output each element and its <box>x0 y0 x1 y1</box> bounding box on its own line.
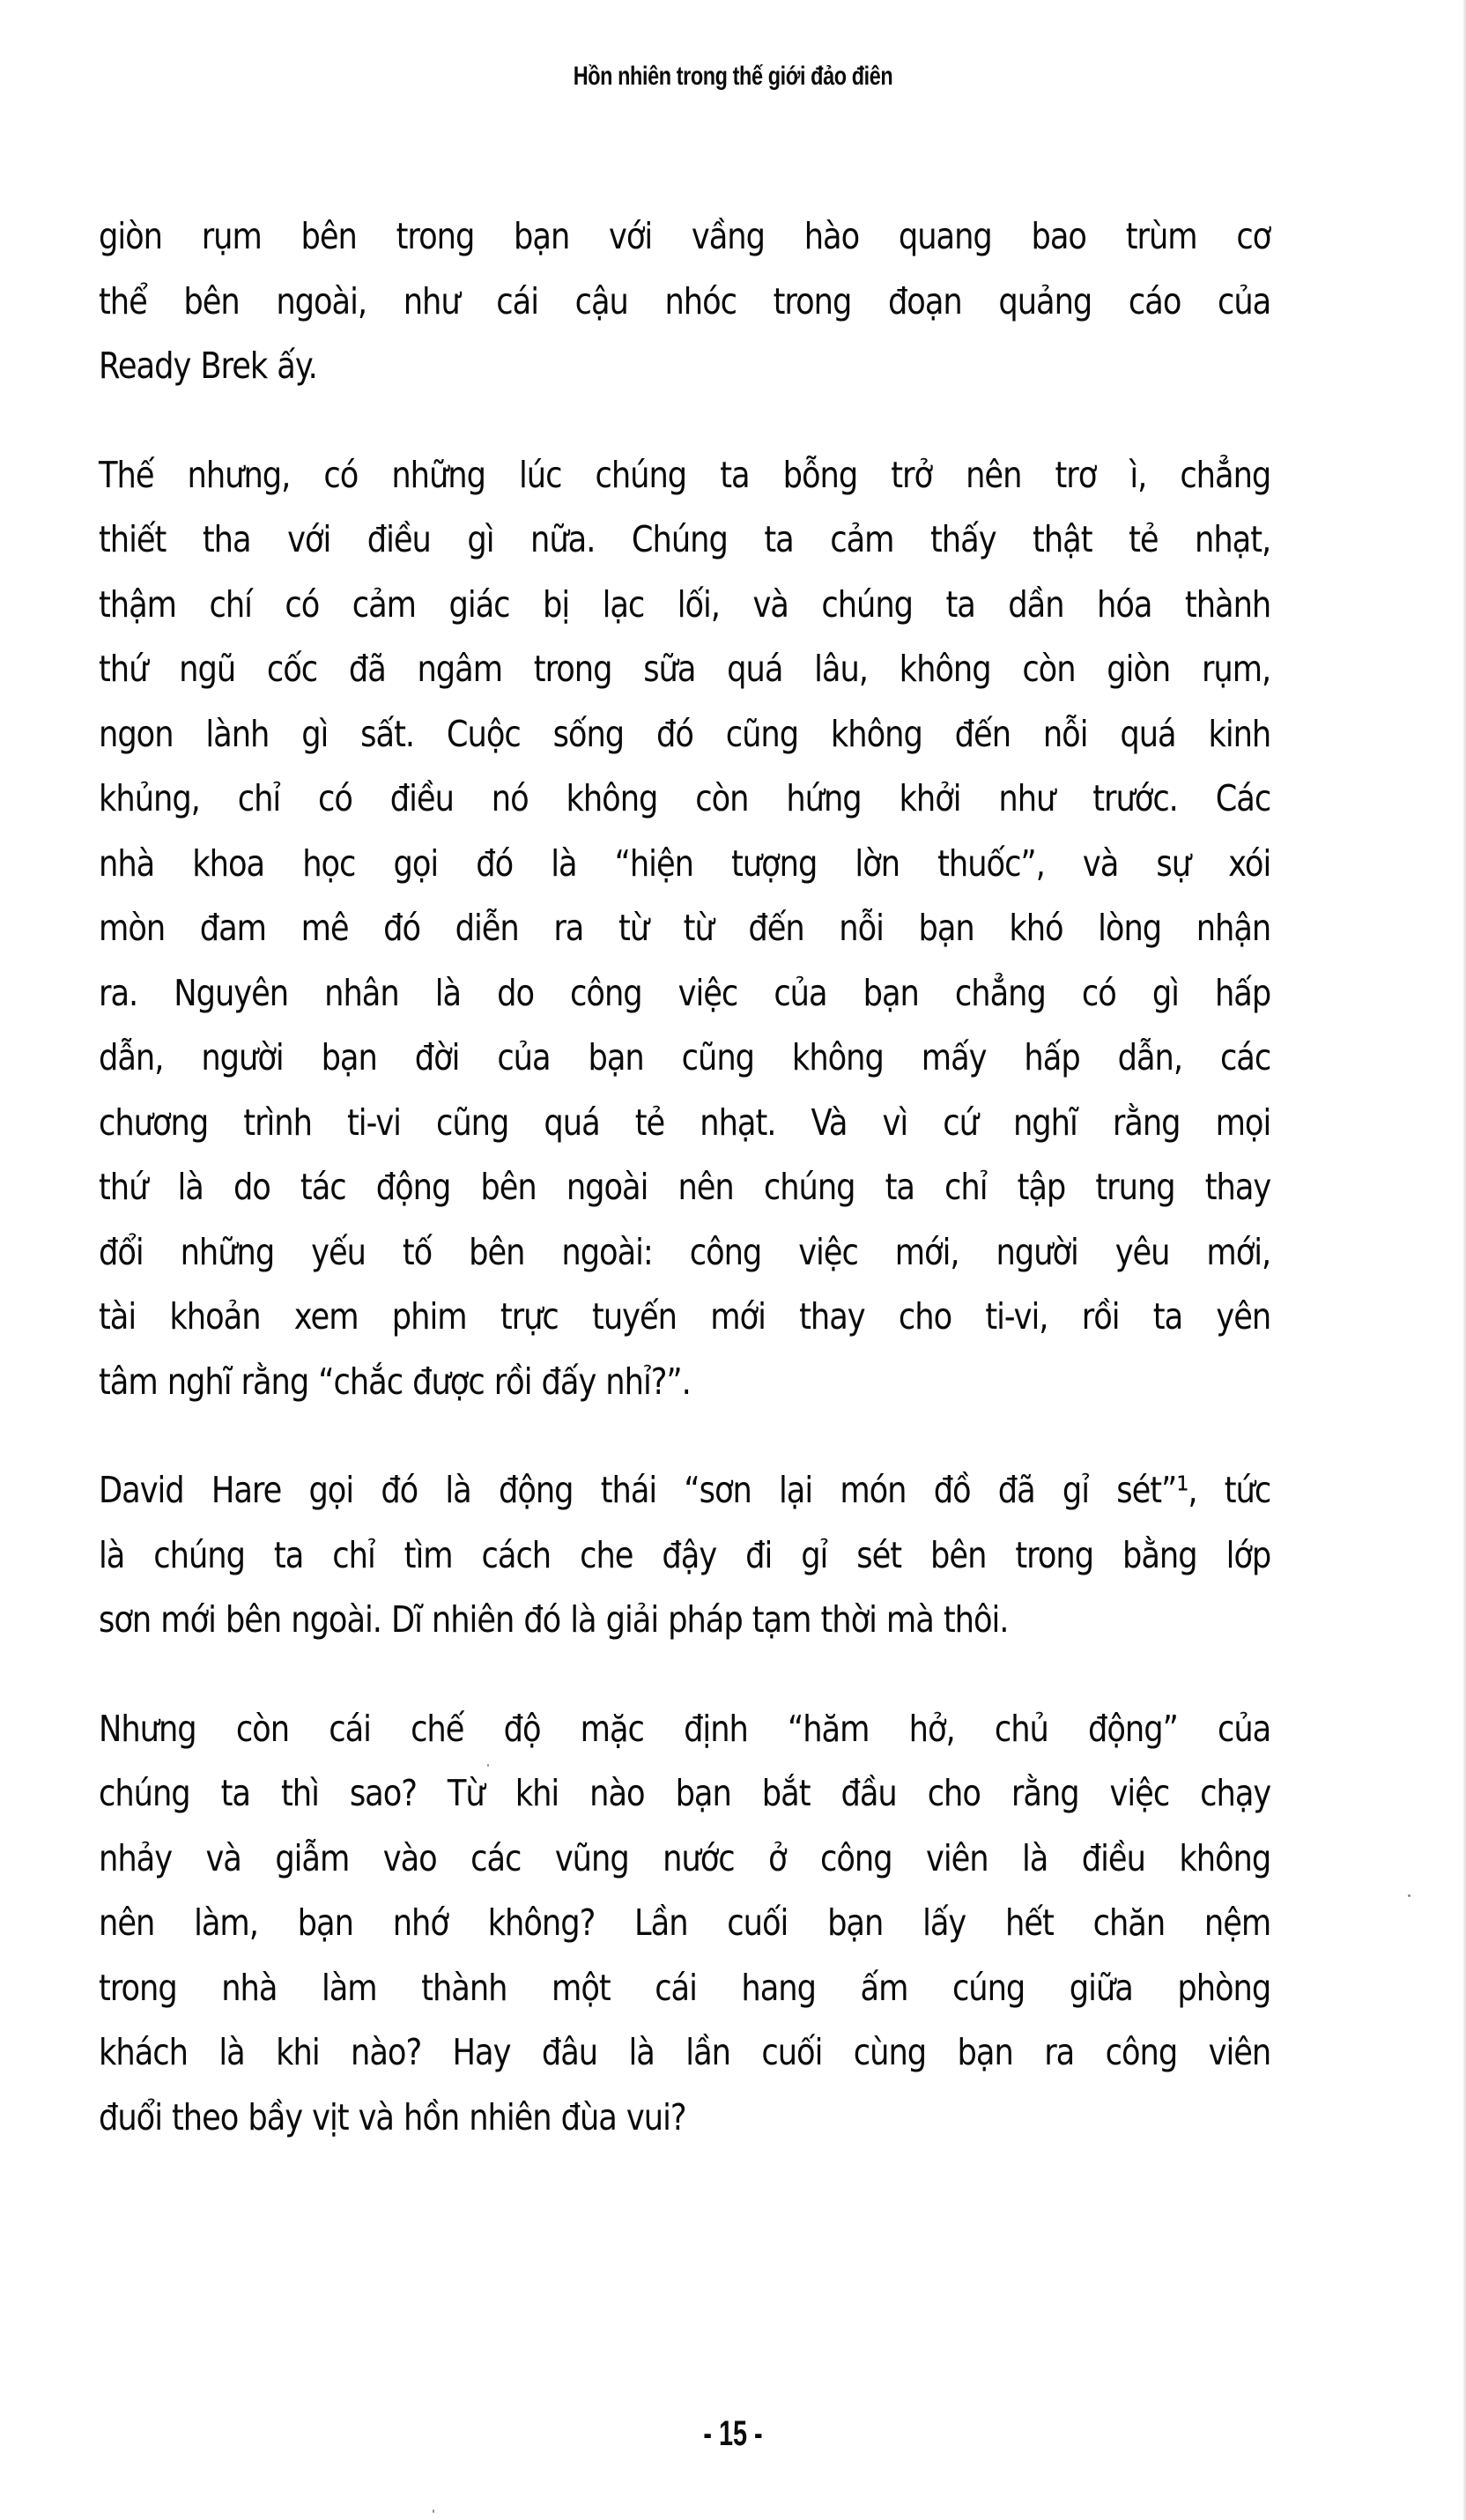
text-line: đổi những yếu tố bên ngoài: công việc mới, người yêu mới, <box>99 1230 1271 1273</box>
text-line: thể bên ngoài, như cái cậu nhóc trong đoạn quảng cáo của <box>99 279 1271 322</box>
text-line: chương trình ti-vi cũng quá tẻ nhạt. Và vì cứ nghĩ rằng mọi <box>99 1101 1271 1144</box>
text-line: trong nhà làm thành một cái hang ấm cúng giữa phòng <box>99 1966 1271 2009</box>
text-line: thiết tha với điều gì nữa. Chúng ta cảm thấy thật tẻ nhạt, <box>99 518 1271 560</box>
scan-speck <box>1408 1894 1410 1897</box>
running-header: Hồn nhiên trong thế giới đảo điên <box>573 62 893 91</box>
scan-speck <box>433 2509 434 2513</box>
text-line: dẫn, người bạn đời của bạn cũng không mấy hấp dẫn, các <box>99 1036 1271 1078</box>
text-line: tài khoản xem phim trực tuyến mới thay cho ti-vi, rồi ta yên <box>99 1295 1271 1338</box>
text-line: mòn đam mê đó diễn ra từ từ đến nỗi bạn khó lòng nhận <box>99 907 1271 949</box>
text-line: nhà khoa học gọi đó là “hiện tượng lờn thuốc”, và sự xói <box>99 841 1271 885</box>
text-line: Ready Brek ấy. <box>99 345 317 387</box>
text-line: thứ là do tác động bên ngoài nên chúng ta chỉ tập trung thay <box>99 1166 1271 1208</box>
text-line: là chúng ta chỉ tìm cách che đậy đi gỉ sét bên trong bằng lớp <box>99 1533 1271 1576</box>
text-line: thậm chí có cảm giác bị lạc lối, và chúng ta dần hóa thành <box>99 582 1271 626</box>
text-line: nhảy và giẫm vào các vũng nước ở công viên là điều không <box>99 1836 1271 1879</box>
text-line: ngon lành gì sất. Cuộc sống đó cũng không đến nỗi quá kinh <box>99 712 1271 755</box>
text-line: Thế nhưng, có những lúc chúng ta bỗng trở nên trơ ì, chẳng <box>99 453 1271 496</box>
text-line: chúng ta thì sao? Từ khi nào bạn bắt đầu cho rằng việc chạy <box>99 1772 1271 1814</box>
page-number: - 15 - <box>703 2414 763 2453</box>
text-line: nên làm, bạn nhớ không? Lần cuối bạn lấy hết chăn nệm <box>99 1901 1271 1944</box>
text-line: ra. Nguyên nhân là do công việc của bạn chẳng có gì hấp <box>99 971 1271 1014</box>
text-line: khủng, chỉ có điều nó không còn hứng khởi như trước. Các <box>99 777 1271 819</box>
paragraph-3 <box>99 1458 1270 1653</box>
paragraph-4 <box>99 1697 1270 2151</box>
text-line: thứ ngũ cốc đã ngâm trong sữa quá lâu, không còn giòn rụm, <box>99 648 1271 690</box>
paragraph-2 <box>99 443 1270 1415</box>
text-line: giòn rụm bên trong bạn với vầng hào quang bao trùm cơ <box>99 215 1271 257</box>
text-line: tâm nghĩ rằng “chắc được rồi đấy nhỉ?”. <box>99 1360 691 1403</box>
text-line: khách là khi nào? Hay đâu là lần cuối cùng bạn ra công viên <box>99 2031 1271 2073</box>
scan-speck <box>487 1764 489 1767</box>
text-line: đuổi theo bầy vịt và hồn nhiên đùa vui? <box>99 2095 686 2138</box>
paragraph-1 <box>99 204 1270 399</box>
text-line: David Hare gọi đó là động thái “sơn lại món đồ đã gỉ sét”¹, tức <box>99 1469 1271 1511</box>
body-text <box>99 204 1270 2194</box>
text-line: sơn mới bên ngoài. Dĩ nhiên đó là giải pháp tạm thời mà thôi. <box>99 1598 1009 1641</box>
text-line: Nhưng còn cái chế độ mặc định “hăm hở, chủ động” của <box>99 1707 1271 1750</box>
